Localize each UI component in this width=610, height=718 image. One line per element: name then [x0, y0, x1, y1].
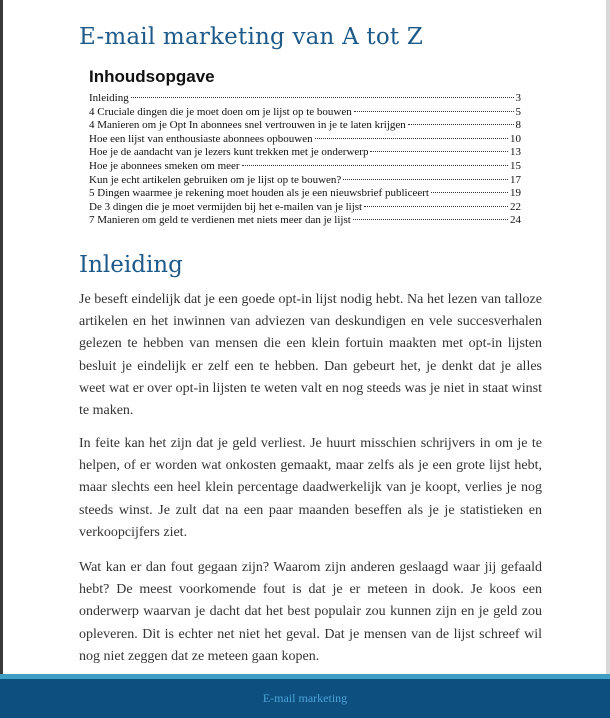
toc-entry-title: 5 Dingen waarmee je rekening moet houden als je een nieuwsbrief publiceert — [89, 187, 429, 200]
toc-entry-title: Kun je echt artikelen gebruiken om je lijst op te bouwen? — [89, 173, 342, 186]
document-title: E-mail marketing van A tot Z — [79, 24, 424, 50]
toc-entry-title: 4 Manieren om je Opt In abonnees snel vertrouwen in je te laten krijgen — [89, 119, 406, 132]
toc-entry-page: 13 — [510, 146, 521, 159]
toc-leader-dots — [431, 192, 508, 193]
toc-entry[interactable] — [89, 201, 521, 215]
toc-entry-title: Inleiding — [89, 92, 129, 104]
body-paragraph: In feite kan het zijn dat je geld verliest. Je huurt misschien schrijvers in om je te helpen, of er worden wat onkosten gemaakt, maar zelfs als je een grote lijst hebt, maar slechts een heel klein percentage daadwerkelijk van je koopt, verlies je nog steeds winst. Je zult dat na een paar maanden beseffen als je je statistieken en verkoopcijfers ziet. — [79, 436, 542, 540]
toc-entry-title: De 3 dingen die je moet vermijden bij het e-mailen van je lijst — [89, 200, 363, 213]
toc-entry[interactable] — [89, 146, 521, 160]
toc-entry-title: Hoe een lijst van enthousiaste abonnees opbouwen — [89, 132, 313, 145]
toc-entry-page: 22 — [510, 200, 521, 213]
toc-entry[interactable] — [89, 119, 521, 133]
toc-entry-page: 8 — [515, 119, 521, 132]
footer-text: E-mail marketing — [262, 691, 348, 705]
toc-entry-page: 15 — [510, 159, 521, 172]
toc-leader-dots — [370, 151, 508, 152]
page-footer — [0, 679, 610, 718]
toc-entry-page: 19 — [510, 187, 521, 200]
toc-entry[interactable] — [89, 160, 521, 174]
page-edge — [606, 0, 610, 718]
toc-entry[interactable] — [89, 214, 521, 228]
toc-entry-title: Hoe je de aandacht van je lezers kunt trekken met je onderwerp — [89, 146, 369, 159]
toc-leader-dots — [354, 111, 514, 112]
toc-leader-dots — [315, 138, 508, 139]
toc-entry-title: Hoe je abonnees smeken om meer — [89, 159, 240, 172]
toc-leader-dots — [364, 206, 508, 207]
toc-entry[interactable] — [89, 174, 521, 188]
table-of-contents — [89, 92, 521, 228]
section-heading: Inleiding — [79, 252, 183, 278]
toc-entry-page: 5 — [515, 105, 521, 118]
toc-entry[interactable] — [89, 187, 521, 201]
toc-entry[interactable] — [89, 106, 521, 120]
toc-entry[interactable] — [89, 133, 521, 147]
body-paragraph: Je beseft eindelijk dat je een goede opt-in lijst nodig hebt. Na het lezen van talloze artikelen en het inwinnen van adviezen van deskundigen en vele succesverhalen gelezen te hebben van mensen die een klein fortuin maakten met opt-in lijsten besluit je eindelijk er zelf een te hebben. Dan gebeurt het, je denkt dat je alles weet wat er over opt-in lijsten te weten valt en nog steeds was je niet in staat winst te maken. — [79, 292, 542, 419]
toc-entry-page: 3 — [515, 92, 521, 104]
toc-heading: Inhoudsopgave — [89, 67, 215, 86]
toc-leader-dots — [408, 124, 514, 125]
toc-leader-dots — [353, 219, 508, 220]
toc-entry-page: 10 — [510, 132, 521, 145]
toc-entry-title: 7 Manieren om geld te verdienen met niets meer dan je lijst — [89, 214, 351, 227]
toc-entry-page: 17 — [510, 173, 521, 186]
body-paragraph: Wat kan er dan fout gegaan zijn? Waarom zijn anderen geslaagd waar jij gefaald hebt? De meest voorkomende fout is dat je er meteen in dook. Je koos een onderwerp waarvan je dacht dat het best populair zou kunnen zijn en je geld zou opleveren. Dit is echter net niet het geval. Dat je mensen van de lijst schreef wil nog niet zeggen dat ze meteen gaan kopen. — [79, 560, 542, 664]
toc-entry-page: 24 — [510, 214, 521, 227]
toc-entry-title: 4 Cruciale dingen die je moet doen om je lijst op te bouwen — [89, 105, 352, 118]
toc-leader-dots — [343, 179, 508, 180]
toc-leader-dots — [242, 165, 508, 166]
toc-entry[interactable] — [89, 92, 521, 106]
toc-leader-dots — [131, 97, 514, 98]
